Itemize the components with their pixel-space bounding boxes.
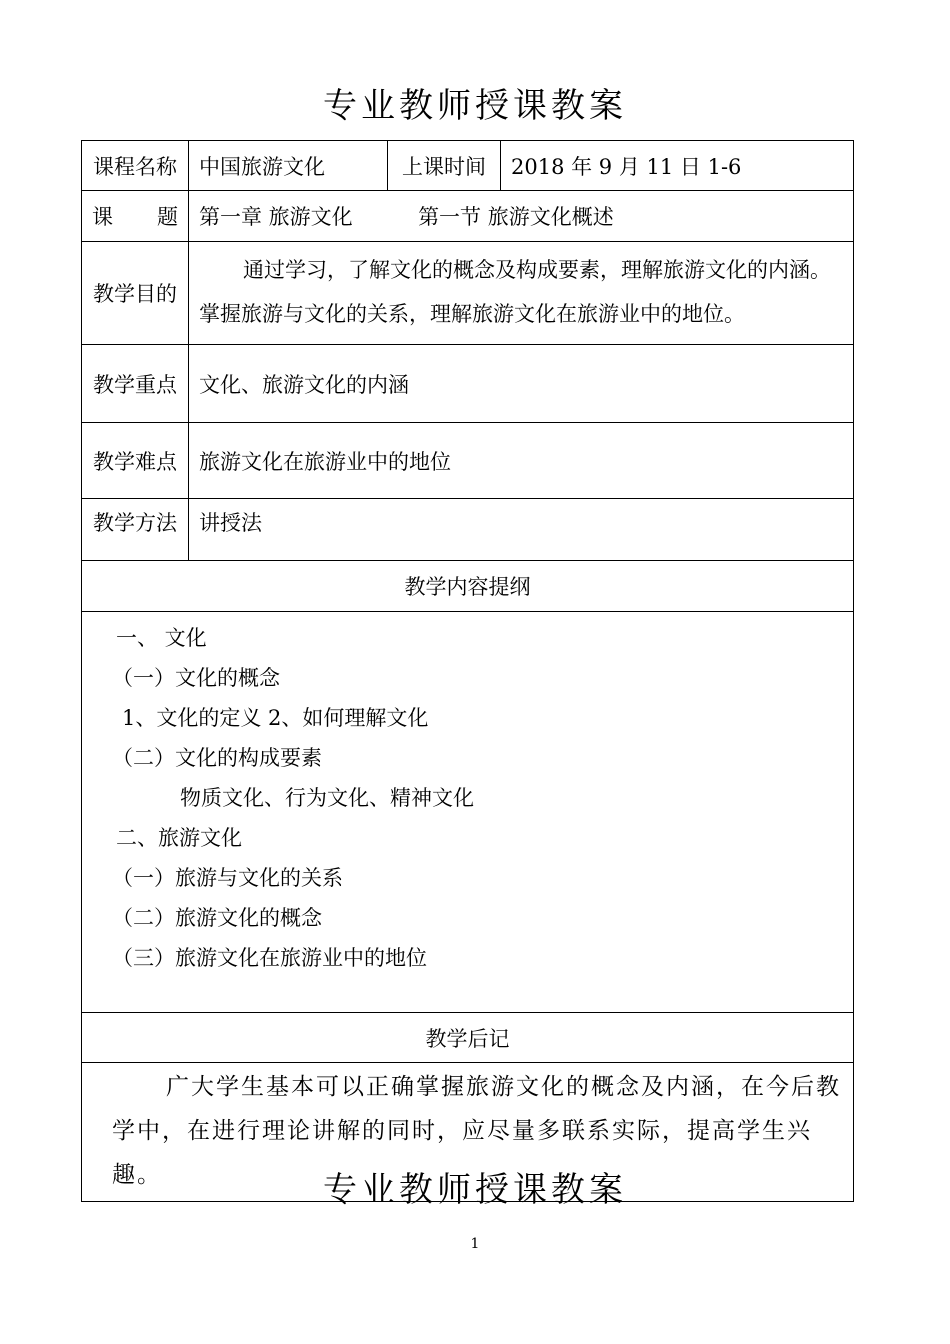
course-name-label: 课程名称	[82, 141, 189, 191]
outline-item: 一、 文化	[116, 626, 207, 650]
page-number: 1	[470, 1236, 480, 1252]
course-row	[82, 141, 854, 191]
outline-heading: 教学内容提纲	[82, 561, 854, 612]
key-points-label: 教学重点	[82, 345, 189, 423]
outline-item: （二）旅游文化的概念	[112, 906, 322, 930]
topic-value	[189, 191, 854, 242]
topic-chapter: 第一章 旅游文化	[199, 205, 353, 229]
method-label: 教学方法	[82, 499, 189, 561]
difficulties-row	[82, 423, 854, 499]
outline-item: 二、旅游文化	[116, 826, 242, 850]
notes-heading-row	[82, 1013, 854, 1063]
outline-item: 1、文化的定义 2、如何理解文化	[122, 706, 429, 730]
key-points-value: 文化、旅游文化的内涵	[189, 345, 854, 423]
notes-heading: 教学后记	[82, 1013, 854, 1063]
page-title: 专业教师授课教案	[323, 86, 627, 126]
notes-text: 广大学生基本可以正确掌握旅游文化的概念及内涵，在今后教学中，在进行理论讲解的同时，应尽量多联系实际，提高学生兴趣。	[112, 1074, 841, 1188]
class-time-value: 2018 年 9 月 11 日 1-6	[501, 141, 854, 191]
objective-line-2: 掌握旅游与文化的关系，理解旅游文化在旅游业中的地位。	[199, 302, 745, 326]
topic-row	[82, 191, 854, 242]
method-row	[82, 499, 854, 561]
topic-label-char-2: 题	[157, 205, 178, 229]
objective-label: 教学目的	[82, 242, 189, 345]
difficulties-label: 教学难点	[82, 423, 189, 499]
lesson-plan-table	[81, 140, 854, 1202]
outline-content	[82, 612, 854, 1013]
objective-row	[82, 242, 854, 345]
objective-line-1: 通过学习，了解文化的概念及构成要素，理解旅游文化的内涵。	[243, 258, 831, 282]
topic-section: 第一节 旅游文化概述	[418, 205, 614, 229]
outline-row	[82, 612, 854, 1013]
page-title-repeat: 专业教师授课教案	[323, 1170, 627, 1210]
outline-heading-row	[82, 561, 854, 612]
outline-item: （三）旅游文化在旅游业中的地位	[112, 946, 427, 970]
outline-item: 物质文化、行为文化、精神文化	[180, 786, 474, 810]
outline-item: （二）文化的构成要素	[112, 746, 322, 770]
topic-label-char-1: 课	[92, 205, 113, 229]
class-time-label: 上课时间	[388, 141, 501, 191]
outline-item: （一）旅游与文化的关系	[112, 866, 343, 890]
method-value: 讲授法	[189, 499, 854, 561]
topic-label	[82, 191, 189, 242]
outline-item: （一）文化的概念	[112, 666, 280, 690]
objective-value	[189, 242, 854, 345]
difficulties-value: 旅游文化在旅游业中的地位	[189, 423, 854, 499]
key-points-row	[82, 345, 854, 423]
course-name-value: 中国旅游文化	[189, 141, 388, 191]
